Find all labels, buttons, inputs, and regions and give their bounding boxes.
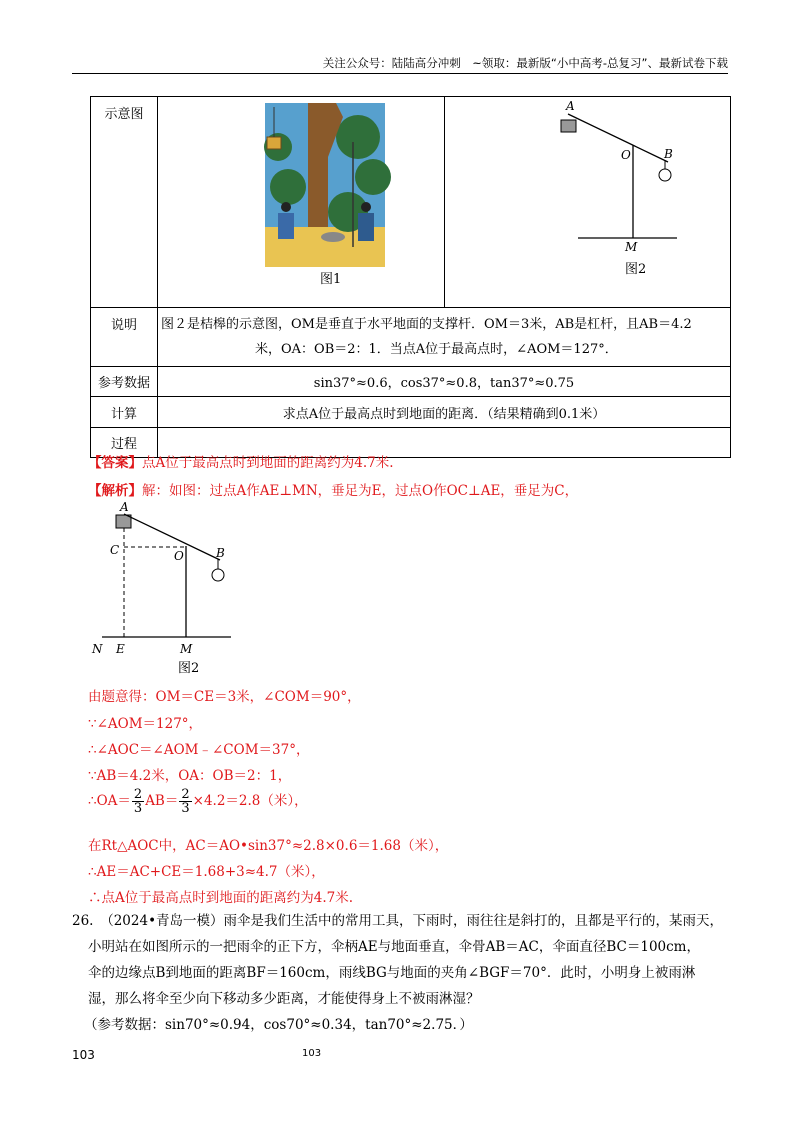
analysis-text: 解：如图：过点A作AE⊥MN，垂足为E，过点O作OC⊥AE，垂足为C， (142, 483, 579, 499)
sol-point-M-label: M (180, 642, 193, 656)
problem-26-line-3: 伞的边缘点B到地面的距离BF＝160cm，雨线BG与地面的夹角∠BGF＝70°．此时，小明身上被雨淋 (88, 965, 696, 981)
explanation-cell (158, 308, 731, 367)
solution-step-4: ∵AB＝4.2米，OA：OB＝2：1， (88, 768, 292, 784)
solution-step-7: ∴点A位于最高点时到地面的距离约为4.7米. (88, 890, 354, 906)
explanation-line-1: 图２是桔槔的示意图，OM是垂直于水平地面的支撑杆．OM＝3米，AB是杠杆，且AB＝4.2 (161, 317, 692, 332)
solution-step-1: 由题意得：OM＝CE＝3米，∠COM＝90°， (88, 689, 361, 705)
problem-26-line-1: 26. （2024•青岛一模）雨伞是我们生活中的常用工具，下雨时，雨往往是斜打的，且都是平行的，某雨天， (72, 913, 724, 929)
sol-figure-caption: 图2 (178, 661, 200, 676)
problem-26-line-5: （参考数据：sin70°≈0.94，cos70°≈0.34，tan70°≈2.75．） (84, 1017, 473, 1033)
problem-26-line-4: 湿，那么将伞至少向下移动多少距离，才能使得身上不被雨淋湿？ (88, 991, 480, 1007)
answer-text: 点A位于最高点时到地面的距离约为4.7米. (142, 455, 394, 471)
row-label-reference: 参考数据 (91, 367, 158, 397)
figure-1-caption: 图1 (320, 272, 342, 287)
calculation-cell: 求点A位于最高点时到地面的距离．（结果精确到0.1米） (158, 397, 731, 428)
figure-1-cell (158, 97, 445, 308)
problem-table (90, 96, 731, 458)
answer-line (88, 451, 394, 471)
explanation-line-2: 米，OA：OB＝2：1．当点A位于最高点时，∠AOM＝127°． (255, 342, 618, 357)
sol-point-B-label: B (216, 546, 225, 560)
sol-point-E-label: E (116, 642, 125, 656)
figure-2-caption: 图2 (625, 262, 647, 277)
sol-point-A-label: A (120, 500, 129, 514)
solution-step-3: ∴∠AOC＝∠AOM﹣∠COM＝37°， (88, 742, 310, 758)
well-sweep-illustration (158, 97, 444, 303)
page-header: 关注公众号：陆陆高分冲刺 ~领取：最新版“小中高考-总复习”、最新试卷下载 (322, 56, 728, 70)
problem-26 (72, 908, 730, 1038)
solution-diagram (86, 496, 246, 680)
row-label-explanation: 说明 (91, 308, 158, 367)
sol-point-O-label: O (174, 549, 184, 563)
solution-step-2: ∵∠AOM＝127°， (88, 716, 203, 732)
solution-step-5: 在Rt△AOC中，AC＝AO•sin37°≈2.8×0.6＝1.68（米）， (88, 838, 449, 854)
point-B-label: B (664, 147, 673, 161)
sol-point-N-label: N (92, 642, 103, 656)
reference-data-cell: sin37°≈0.6，cos37°≈0.8，tan37°≈0.75 (158, 367, 731, 397)
figure-2-cell (445, 97, 731, 308)
page-number-left: 103 (72, 1048, 95, 1062)
sol-point-C-label: C (110, 543, 120, 557)
row-label-diagram: 示意图 (91, 97, 158, 308)
solution-step-fraction: ∴OA＝ $\frac{2}{3}$ AB＝ $\frac{2}{3}$ ×4.2＝2.8（米）， (88, 787, 308, 816)
point-O-label: O (621, 148, 631, 162)
problem-26-line-2: 小明站在如图所示的一把雨伞的正下方，伞柄AE与地面垂直，伞骨AB＝AC，伞面直径BC＝100cm， (88, 939, 700, 955)
analysis-tag: 【解析】 (88, 483, 142, 499)
row-label-calculation: 计算 (91, 397, 158, 428)
solution-step-6: ∴AE＝AC+CE＝1.68+3≈4.7（米）， (88, 864, 325, 880)
row-label-process: 过程 (91, 428, 158, 458)
point-A-label: A (566, 99, 575, 113)
header-rule (72, 73, 728, 74)
answer-tag: 【答案】 (88, 455, 142, 471)
page-number-center: 103 (302, 1048, 322, 1059)
lever-diagram (445, 97, 730, 303)
point-M-label: M (625, 240, 638, 254)
